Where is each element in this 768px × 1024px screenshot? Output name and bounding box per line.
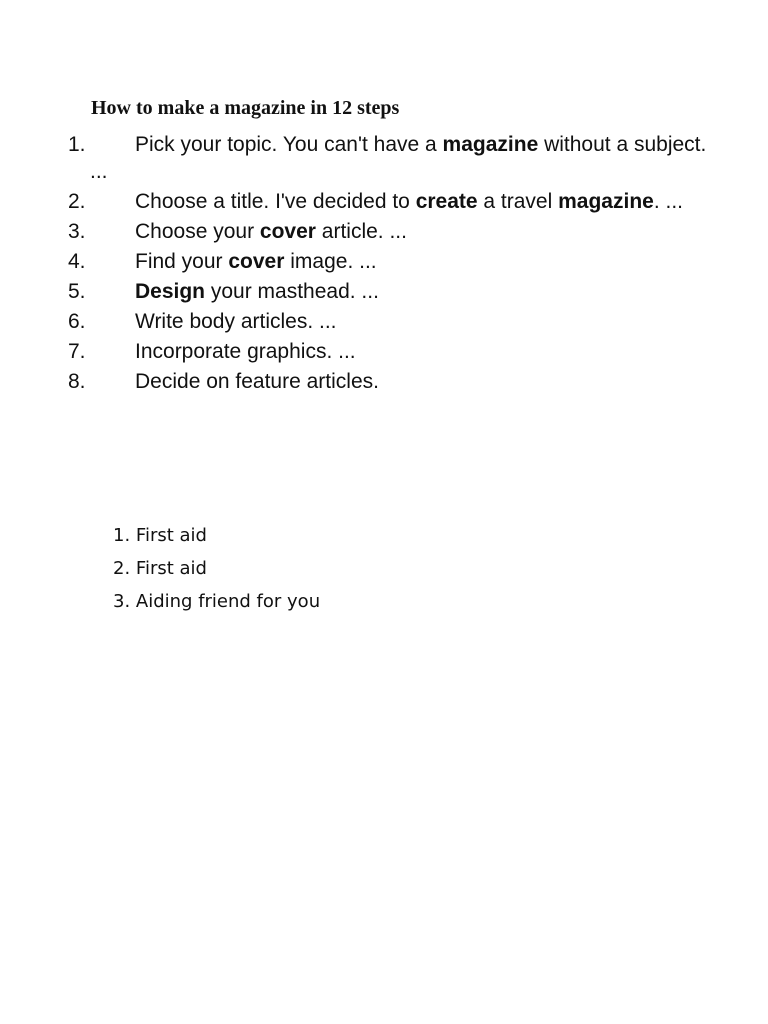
step-number: 2. [68, 190, 86, 213]
steps-list [68, 131, 708, 398]
document-title: How to make a magazine in 12 steps [91, 97, 400, 119]
step-text: a travel [477, 190, 559, 213]
step-number: 8. [68, 370, 86, 393]
step-text: image. ... [284, 250, 377, 273]
aid-list-item: 2. First aid [113, 558, 207, 579]
aid-list-item: 1. First aid [113, 525, 207, 546]
step-item [68, 188, 708, 215]
step-keyword: cover [228, 250, 285, 273]
step-number: 4. [68, 250, 86, 273]
step-text: Pick your topic. You can't have a [135, 133, 443, 156]
step-text: article. ... [315, 220, 407, 243]
step-text: Write body articles. ... [135, 310, 337, 333]
step-keyword: create [415, 190, 478, 213]
step-keyword: magazine [558, 190, 654, 213]
step-text: your masthead. ... [205, 280, 379, 303]
step-text: Incorporate graphics. ... [135, 340, 356, 363]
step-text: Choose your [135, 220, 260, 243]
step-item [68, 368, 708, 395]
step-item [68, 218, 708, 245]
step-keyword: cover [259, 220, 316, 243]
step-text: Find your [135, 250, 229, 273]
step-text: without a subject. ... [90, 133, 707, 183]
step-item [68, 308, 708, 335]
step-number: 6. [68, 310, 86, 333]
step-item [68, 338, 708, 365]
step-item [68, 278, 708, 305]
aid-list-item: 3. Aiding friend for you [113, 591, 321, 612]
step-item [68, 248, 708, 275]
aid-list [113, 524, 320, 623]
step-text: Decide on feature articles. [135, 370, 379, 393]
step-number: 1. [68, 133, 86, 156]
step-keyword: Design [135, 280, 206, 303]
step-number: 3. [68, 220, 86, 243]
step-number: 7. [68, 340, 86, 363]
step-text: Choose a title. I've decided to [135, 190, 416, 213]
step-number: 5. [68, 280, 86, 303]
step-keyword: magazine [442, 133, 539, 156]
step-text: . ... [653, 190, 684, 213]
step-item [68, 131, 708, 185]
